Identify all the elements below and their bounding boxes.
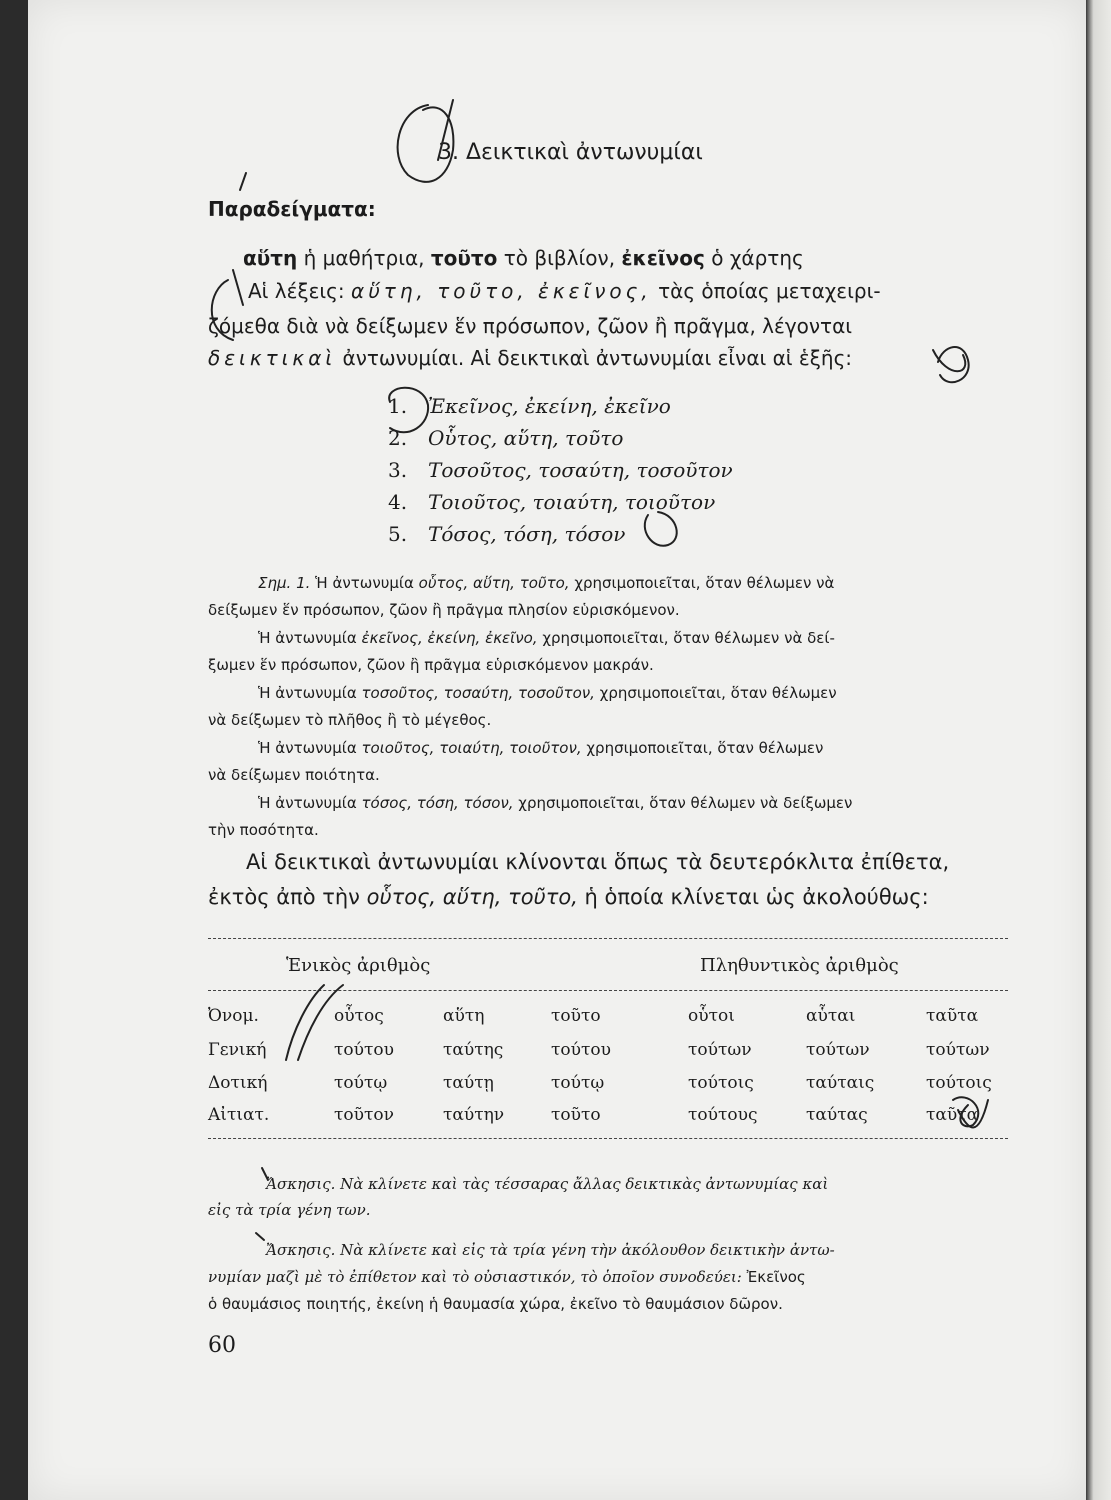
table-cell: τούτῳ — [334, 1073, 388, 1093]
list-number: 5. — [388, 522, 408, 546]
table-cell: τούτων — [806, 1040, 870, 1060]
table-cell: τούτου — [334, 1040, 394, 1060]
table-cell: τούτοις — [926, 1073, 992, 1093]
note-4-line-1 — [258, 739, 823, 757]
table-cell: ταύτην — [443, 1105, 505, 1125]
page-number: 60 — [208, 1333, 236, 1358]
table-cell: οὗτος — [334, 1006, 384, 1026]
table-cell: ταύταις — [806, 1073, 875, 1093]
conclusion-text: ἐκτὸς ἀπὸ τὴν — [208, 885, 367, 909]
intro-line-2: ζόμεθα διὰ νὰ δείξωμεν ἕν πρόσωπον, ζῶον ἢ πρᾶγμα, λέγονται — [208, 314, 853, 338]
list-item — [388, 458, 733, 482]
note-words: τόσος, τόση, τόσον, — [361, 794, 514, 812]
note-text: Ἡ ἀντωνυμία — [258, 629, 362, 647]
pen-tick — [256, 1233, 264, 1240]
note-3-line-2: νὰ δείξωμεν τὸ πλῆθος ἢ τὸ μέγεθος. — [208, 711, 492, 729]
case-label: Αἰτιατ. — [208, 1105, 270, 1125]
list-number: 4. — [388, 490, 408, 514]
intro-text: ἀντωνυμίαι. Αἱ δεικτικαὶ ἀντωνυμίαι εἶναι αἱ ἑξῆς: — [336, 346, 853, 370]
note-1-line-1 — [258, 574, 834, 592]
list-number: 1. — [388, 394, 408, 418]
intro-term: δεικτικαὶ — [208, 346, 337, 370]
list-text: Ἐκεῖνος, ἐκείνη, ἐκεῖνο — [428, 394, 671, 418]
table-cell: ταῦτα — [926, 1006, 979, 1026]
table-bottom-rule — [208, 1138, 1008, 1139]
table-cell: τούτῳ — [551, 1073, 605, 1093]
exercise-1-line-1: Ἄσκησις. Νὰ κλίνετε καὶ τὰς τέσσαρας ἄλλας δεικτικὰς ἀντωνυμίας καὶ — [266, 1175, 829, 1193]
table-cell: αὗται — [806, 1006, 856, 1026]
exercise-2-line-1: Ἄσκησις. Νὰ κλίνετε καὶ εἰς τὰ τρία γένη τὴν ἀκόλουθον δεικτικὴν ἀντω- — [266, 1241, 835, 1259]
example-word-3: ἐκεῖνος — [621, 246, 705, 270]
list-item — [388, 394, 671, 418]
note-text: Ἡ ἀντωνυμία — [310, 574, 419, 592]
list-text: Τοσοῦτος, τοσαύτη, τοσοῦτον — [428, 458, 733, 482]
note-text: χρησιμοποιεῖται, ὅταν θέλωμεν νὰ — [569, 574, 835, 592]
case-label: Γενική — [208, 1040, 267, 1060]
note-text: Ἡ ἀντωνυμία — [258, 739, 362, 757]
note-text: χρησιμοποιεῖται, ὅταν θέλωμεν νὰ δείξωμεν — [513, 794, 853, 812]
note-text: χρησιμοποιεῖται, ὅταν θέλωμεν — [594, 684, 837, 702]
exercise-2-line-3: ὁ θαυμάσιος ποιητής, ἐκείνη ἡ θαυμασία χώρα, ἐκεῖνο τὸ θαυμάσιον δῶρον. — [208, 1295, 783, 1313]
list-text: Τόσος, τόση, τόσον — [428, 522, 626, 546]
table-cell: αὕτη — [443, 1006, 485, 1026]
pen-stroke — [233, 270, 243, 305]
list-text: Τοιοῦτος, τοιαύτη, τοιοῦτον — [428, 490, 716, 514]
exercise-1-line-2: εἰς τὰ τρία γένη των. — [208, 1201, 371, 1219]
pen-strike-1 — [286, 985, 324, 1060]
conclusion-text: ἡ ὁποία κλίνεται ὡς ἀκολούθως: — [577, 885, 929, 909]
note-words: οὗτος, αὕτη, τοῦτο, — [418, 574, 570, 592]
table-cell: ταύτας — [806, 1105, 868, 1125]
exercise-2-line-2 — [208, 1268, 806, 1286]
table-cell: οὗτοι — [688, 1006, 735, 1026]
exercise-text: νυμίαν μαζὶ μὲ τὸ ἐπίθετον καὶ τὸ οὐσιαστικόν, τὸ ὁποῖον συνοδεύει: — [208, 1268, 747, 1286]
table-top-rule — [208, 938, 1008, 939]
conclusion-line-2 — [208, 885, 929, 909]
intro-text: Αἱ λέξεις: — [248, 279, 352, 303]
table-cell: τούτου — [551, 1040, 611, 1060]
singular-header: Ἑνικὸς ἀριθμὸς — [286, 955, 431, 976]
note-text: Ἡ ἀντωνυμία — [258, 684, 362, 702]
list-item — [388, 490, 715, 514]
note-text: χρησιμοποιεῖται, ὅταν θέλωμεν νὰ δεί- — [537, 629, 835, 647]
example-word-1: αὕτη — [243, 246, 298, 270]
examples-heading: Παραδείγματα: — [208, 197, 376, 221]
table-cell: τούτοις — [688, 1073, 754, 1093]
table-cell: ταύτῃ — [443, 1073, 494, 1093]
scan-edge — [1086, 0, 1111, 1500]
example-text-2: τὸ βιβλίον, — [497, 246, 622, 270]
table-header-rule — [208, 990, 1008, 991]
note-3-line-1 — [258, 684, 837, 702]
conclusion-line-1: Αἱ δεικτικαὶ ἀντωνυμίαι κλίνονται ὅπως τὰ δευτερόκλιτα ἐπίθετα, — [246, 850, 950, 874]
table-cell: τούτων — [688, 1040, 752, 1060]
note-2-line-1 — [258, 629, 835, 647]
note-words: ἐκεῖνος, ἐκείνη, ἐκεῖνο, — [361, 629, 538, 647]
table-cell: ταῦτα — [926, 1105, 979, 1125]
intro-words: αὕτη, τοῦτο, ἐκεῖνος, — [351, 279, 652, 303]
note-2-line-2: ξωμεν ἕν πρόσωπον, ζῶον ἢ πρᾶγμα εὑρισκόμενον μακράν. — [208, 656, 654, 674]
example-text-3: ὁ χάρτης — [704, 246, 804, 270]
note-1-line-2: δείξωμεν ἕν πρόσωπον, ζῶον ἢ πρᾶγμα πλησίον εὑρισκόμενον. — [208, 601, 680, 619]
example-text-1: ἡ μαθήτρια, — [297, 246, 431, 270]
table-cell: τοῦτο — [551, 1006, 601, 1026]
table-cell: τοῦτον — [334, 1105, 394, 1125]
section-title: 3. Δεικτικαὶ ἀντωνυμίαι — [438, 140, 703, 165]
note-text: Ἡ ἀντωνυμία — [258, 794, 362, 812]
case-label: Δοτική — [208, 1073, 268, 1093]
pen-tick — [240, 173, 246, 190]
note-4-line-2: νὰ δείξωμεν ποιότητα. — [208, 766, 380, 784]
table-cell: τούτων — [926, 1040, 990, 1060]
note-5-line-2: τὴν ποσότητα. — [208, 821, 319, 839]
pen-circle-tosos — [645, 512, 677, 546]
example-word-2: τοῦτο — [430, 246, 498, 270]
intro-text: τὰς ὁποίας μεταχειρι- — [651, 279, 881, 303]
note-words: τοιοῦτος, τοιαύτη, τοιοῦτον, — [361, 739, 582, 757]
intro-line-3 — [208, 346, 1008, 370]
plural-header: Πληθυντικὸς ἀριθμὸς — [700, 955, 899, 976]
book-page — [28, 0, 1086, 1500]
example-line — [243, 246, 804, 270]
list-text: Οὗτος, αὕτη, τοῦτο — [428, 426, 624, 450]
list-item — [388, 522, 625, 546]
list-item — [388, 426, 623, 450]
note-label: Σημ. 1. — [258, 574, 311, 592]
note-words: τοσοῦτος, τοσαύτη, τοσοῦτον, — [361, 684, 595, 702]
table-cell: τούτους — [688, 1105, 758, 1125]
table-cell: τοῦτο — [551, 1105, 601, 1125]
note-5-line-1 — [258, 794, 852, 812]
table-cell: ταύτης — [443, 1040, 504, 1060]
list-number: 2. — [388, 426, 408, 450]
list-number: 3. — [388, 458, 408, 482]
case-label: Ὀνομ. — [208, 1006, 259, 1026]
exercise-example-start: Ἐκεῖνος — [746, 1268, 806, 1286]
conclusion-words: οὗτος, αὕτη, τοῦτο, — [366, 885, 578, 909]
intro-line-1 — [248, 279, 1048, 303]
note-text: χρησιμοποιεῖται, ὅταν θέλωμεν — [581, 739, 824, 757]
